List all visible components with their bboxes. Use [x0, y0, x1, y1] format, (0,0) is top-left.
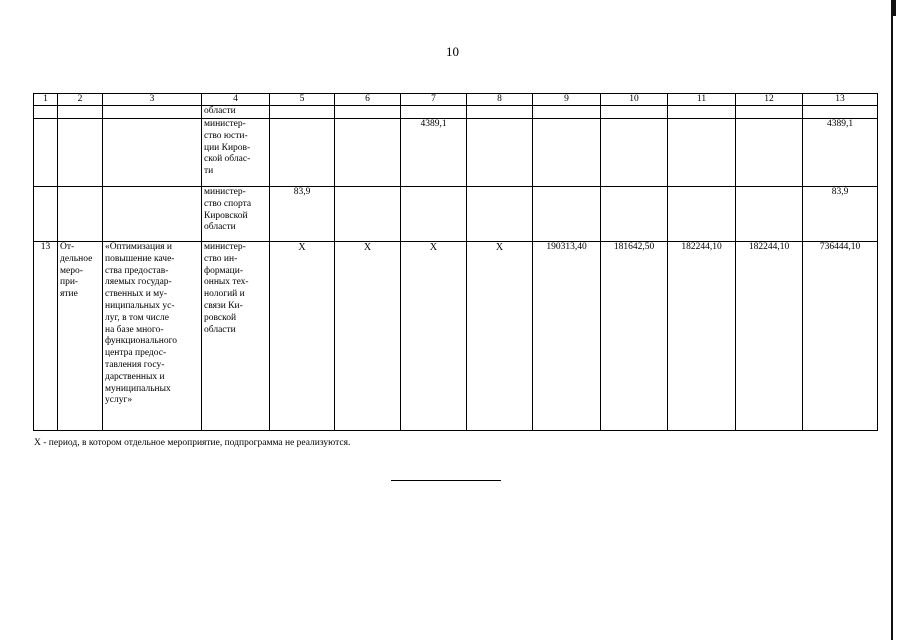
table-cell	[736, 187, 803, 242]
value-cell: 181642,50	[601, 242, 668, 431]
table-cell	[467, 119, 533, 187]
column-header: 10	[601, 94, 668, 106]
table-row	[34, 106, 878, 119]
table-cell	[803, 106, 878, 119]
column-header: 7	[401, 94, 467, 106]
value-cell: 182244,10	[668, 242, 736, 431]
column-header: 9	[533, 94, 601, 106]
column-header: 13	[803, 94, 878, 106]
measure-type-cell: От- дельное меро- при- ятие	[58, 242, 103, 431]
total-cell: 83,9	[803, 187, 878, 242]
table-cell	[335, 106, 401, 119]
value-cell: 83,9	[270, 187, 335, 242]
table-cell	[601, 187, 668, 242]
table-cell	[668, 106, 736, 119]
table-cell	[736, 119, 803, 187]
table-header-row	[34, 94, 878, 106]
page-edge-line	[891, 0, 893, 640]
column-header: 5	[270, 94, 335, 106]
column-header: 1	[34, 94, 58, 106]
x-mark-cell: X	[270, 242, 335, 431]
table-cell	[58, 119, 103, 187]
budget-table	[33, 93, 878, 431]
table-cell	[335, 187, 401, 242]
value-cell: 182244,10	[736, 242, 803, 431]
column-header: 6	[335, 94, 401, 106]
executor-cell: министер- ство спорта Кировской области	[202, 187, 270, 242]
table-cell	[467, 187, 533, 242]
table-cell	[533, 106, 601, 119]
measure-name-cell: «Оптимизация и повышение каче- ства предостав- ляемых государ- ственных и му- ниципальных ус- луг, в том числе на базе много- функционального центра предос- тавления госу- дарственных и муниципальных услуг»	[103, 242, 202, 431]
column-header: 4	[202, 94, 270, 106]
value-cell: 190313,40	[533, 242, 601, 431]
table-cell	[533, 119, 601, 187]
table-cell	[533, 187, 601, 242]
footnote: X - период, в котором отдельное мероприятие, подпрограмма не реализуются.	[34, 438, 351, 448]
table-cell	[103, 119, 202, 187]
page-edge-mark	[893, 0, 896, 16]
executor-cell: министер- ство юсти- ции Киров- ской облас- ти	[202, 119, 270, 187]
table-cell	[103, 187, 202, 242]
column-header: 11	[668, 94, 736, 106]
separator-line	[391, 480, 501, 481]
table-cell	[103, 106, 202, 119]
table-cell	[58, 187, 103, 242]
table-cell	[270, 119, 335, 187]
table-cell	[668, 187, 736, 242]
column-header: 12	[736, 94, 803, 106]
page-number: 10	[446, 44, 459, 59]
table-cell	[467, 106, 533, 119]
table-cell	[736, 106, 803, 119]
x-mark-cell: X	[401, 242, 467, 431]
table-cell	[668, 119, 736, 187]
total-cell: 4389,1	[803, 119, 878, 187]
table-cell	[601, 106, 668, 119]
executor-cell: министер- ство ин- формаци- онных тех- нологий и связи Ки- ровской области	[202, 242, 270, 431]
table-row	[34, 242, 878, 431]
row-number-cell: 13	[34, 242, 58, 431]
executor-cell: области	[202, 106, 270, 119]
table-row	[34, 119, 878, 187]
table-cell	[34, 187, 58, 242]
table-cell	[34, 106, 58, 119]
column-header: 8	[467, 94, 533, 106]
table-row	[34, 187, 878, 242]
x-mark-cell: X	[335, 242, 401, 431]
table-cell	[335, 119, 401, 187]
x-mark-cell: X	[467, 242, 533, 431]
table-cell	[401, 187, 467, 242]
table-cell	[270, 106, 335, 119]
value-cell: 4389,1	[401, 119, 467, 187]
table-cell	[58, 106, 103, 119]
table-cell	[601, 119, 668, 187]
column-header: 3	[103, 94, 202, 106]
table-cell	[401, 106, 467, 119]
column-header: 2	[58, 94, 103, 106]
table-cell	[34, 119, 58, 187]
total-cell: 736444,10	[803, 242, 878, 431]
